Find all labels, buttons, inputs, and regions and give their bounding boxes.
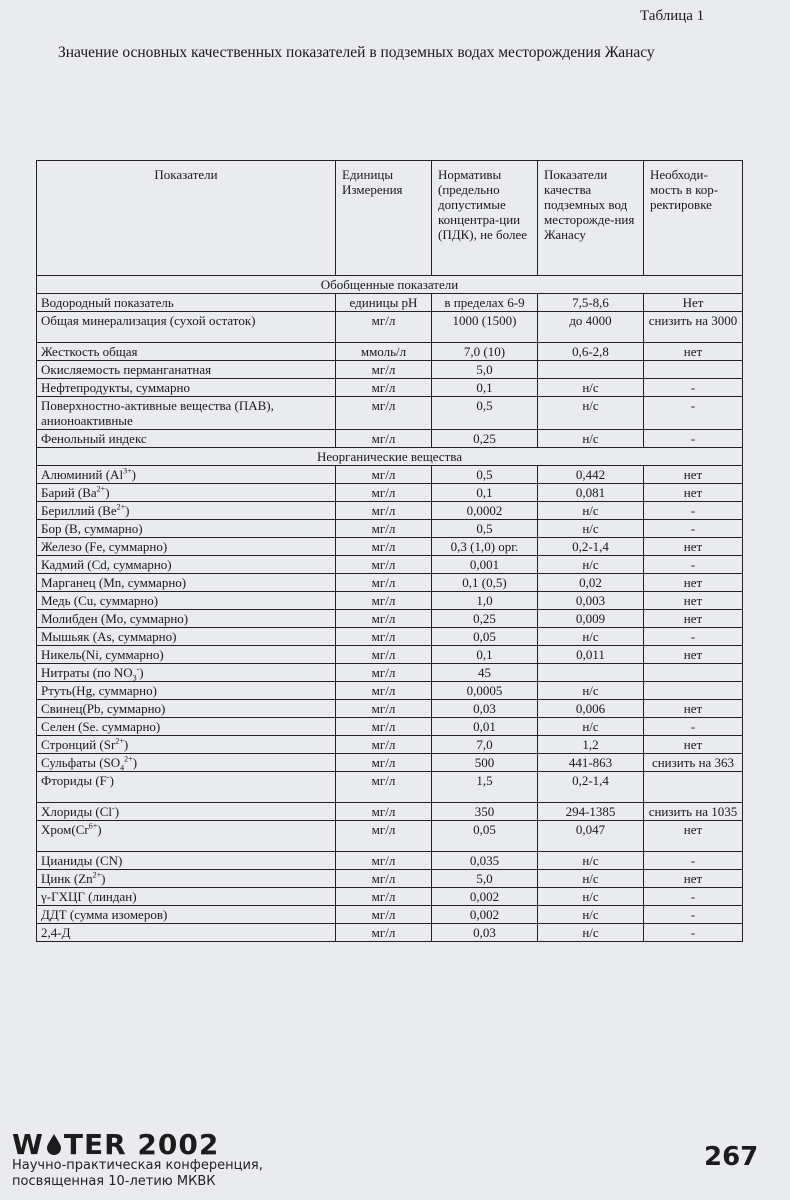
table-row [37,592,743,610]
correction-cell [644,682,743,700]
indicator-name: γ-ГХЦГ (линдан) [41,889,137,904]
value-cell [538,361,644,379]
ion-charge: 3+ [123,466,132,476]
unit-cell: мг/л [336,700,432,718]
unit-cell: мг/л [336,888,432,906]
correction-cell: снизить на 3000 [644,312,743,343]
norm-cell: 1,0 [432,592,538,610]
indicator-name: Селен (Se. суммарно) [41,719,161,734]
table-row [37,484,743,502]
indicator-cell [37,888,336,906]
indicator-name-tail: ) [105,485,110,500]
value-cell: н/с [538,502,644,520]
indicator-name: Хром(Cr [41,822,89,837]
table-row [37,556,743,574]
unit-cell: мг/л [336,852,432,870]
correction-cell: нет [644,592,743,610]
unit-cell: мг/л [336,906,432,924]
correction-cell [644,664,743,682]
header-indicator: Показатели [37,161,336,276]
indicator-cell [37,502,336,520]
value-cell: н/с [538,520,644,538]
correction-cell: - [644,556,743,574]
indicator-cell [37,294,336,312]
indicator-name: Цианиды (CN) [41,853,123,868]
table-row [37,803,743,821]
correction-cell: нет [644,610,743,628]
table-row [37,610,743,628]
correction-cell: - [644,852,743,870]
conference-line-2: посвященная 10-летию МКВК [12,1174,216,1189]
indicator-name: ДДТ (сумма изомеров) [41,907,168,922]
norm-cell: 7,0 [432,736,538,754]
norm-cell: 0,1 [432,646,538,664]
unit-cell: мг/л [336,502,432,520]
correction-cell: снизить на 363 [644,754,743,772]
indicator-name: Алюминий (Al [41,467,124,482]
value-cell: 1,2 [538,736,644,754]
indicator-name: Поверхностно-активные вещества (ПАВ), анионоактивные [41,398,274,428]
norm-cell: 0,03 [432,700,538,718]
unit-cell: мг/л [336,924,432,942]
water-drop-icon [44,1132,64,1156]
value-cell: н/с [538,888,644,906]
value-cell: 0,003 [538,592,644,610]
indicator-name-tail: ) [139,665,144,680]
indicator-name: Кадмий (Cd, суммарно) [41,557,172,572]
unit-cell: единицы pH [336,294,432,312]
correction-cell: - [644,397,743,430]
correction-cell: нет [644,466,743,484]
correction-cell [644,361,743,379]
unit-cell: мг/л [336,803,432,821]
correction-cell: нет [644,343,743,361]
value-cell: 0,011 [538,646,644,664]
indicator-cell [37,343,336,361]
value-cell: 0,081 [538,484,644,502]
indicator-name: Цинк (Zn [41,871,93,886]
unit-cell: мг/л [336,736,432,754]
value-cell: н/с [538,682,644,700]
table-body [37,276,743,942]
indicator-cell [37,870,336,888]
correction-cell: снизить на 1035 [644,803,743,821]
indicator-name-tail: ) [131,467,136,482]
indicator-cell [37,379,336,397]
indicator-name: Бериллий (Be [41,503,117,518]
norm-cell: 0,03 [432,924,538,942]
unit-cell: мг/л [336,397,432,430]
correction-cell: - [644,888,743,906]
indicator-name: Никель(Ni, суммарно) [41,647,164,662]
indicator-cell [37,924,336,942]
correction-cell: нет [644,870,743,888]
norm-cell: 0,035 [432,852,538,870]
table-row [37,718,743,736]
indicator-cell [37,574,336,592]
norm-cell: 0,5 [432,520,538,538]
correction-cell: - [644,520,743,538]
conference-subtitle [12,1158,263,1190]
indicator-cell [37,397,336,430]
indicator-name-tail: ) [97,822,102,837]
indicator-name: Железо (Fe, суммарно) [41,539,168,554]
indicator-name: Окисляемость перманганатная [41,362,212,377]
correction-cell [644,772,743,803]
indicator-cell [37,484,336,502]
correction-cell: Нет [644,294,743,312]
water-2002-logo [12,1128,219,1161]
table-row [37,754,743,772]
norm-cell: 0,001 [432,556,538,574]
value-cell: 0,2-1,4 [538,772,644,803]
table-row [37,430,743,448]
table-row [37,772,743,803]
indicator-name: Нитраты (по NO [41,665,133,680]
norm-cell: 0,1 (0,5) [432,574,538,592]
table-row [37,852,743,870]
norm-cell: 0,0002 [432,502,538,520]
norm-cell: 5,0 [432,870,538,888]
ion-charge: 6+ [88,821,98,831]
value-cell: н/с [538,430,644,448]
indicator-cell [37,664,336,682]
table-row [37,520,743,538]
value-cell: 441-863 [538,754,644,772]
norm-cell: 1,5 [432,772,538,803]
indicator-cell [37,312,336,343]
table-row [37,312,743,343]
value-cell: н/с [538,628,644,646]
indicator-cell [37,430,336,448]
table-row [37,343,743,361]
value-cell: 7,5-8,6 [538,294,644,312]
unit-cell: мг/л [336,718,432,736]
norm-cell: 0,3 (1,0) орг. [432,538,538,556]
section-title: Неорганические вещества [37,448,743,466]
table-label: Таблица 1 [640,8,705,24]
table-row [37,821,743,852]
indicator-cell [37,852,336,870]
conference-line-1: Научно-практическая конференция, [12,1158,263,1173]
indicator-name-tail: ) [132,755,138,770]
norm-cell: 350 [432,803,538,821]
ion-charge: - [136,664,140,674]
indicator-name: Нефтепродукты, суммарно [41,380,190,395]
unit-cell: мг/л [336,628,432,646]
correction-cell: нет [644,700,743,718]
value-cell: н/с [538,718,644,736]
value-cell: н/с [538,924,644,942]
header-unit: Единицы Измерения [336,161,432,276]
page-number: 267 [704,1142,759,1172]
norm-cell: 0,25 [432,430,538,448]
indicator-name: Свинец(Pb, суммарно) [41,701,166,716]
indicator-cell [37,361,336,379]
indicator-name: Хлориды (Cl [41,804,113,819]
indicator-name: Молибден (Mo, суммарно) [41,611,189,626]
unit-cell: мг/л [336,520,432,538]
indicator-name-tail: ) [125,503,130,518]
unit-cell: мг/л [336,646,432,664]
table-row [37,502,743,520]
correction-cell: - [644,502,743,520]
ion-charge: 2+ [115,736,124,746]
norm-cell: 500 [432,754,538,772]
header-value: Показатели качества подземных вод месторожде-ния Жанасу [538,161,644,276]
correction-cell: - [644,379,743,397]
indicator-name: Общая минерализация (сухой остаток) [41,313,256,328]
indicator-cell [37,466,336,484]
norm-cell: 0,01 [432,718,538,736]
unit-cell: мг/л [336,574,432,592]
section-row [37,448,743,466]
correction-cell: - [644,924,743,942]
norm-cell: 7,0 (10) [432,343,538,361]
norm-cell: 0,05 [432,821,538,852]
table-row [37,646,743,664]
indicator-name: Марганец (Mn, суммарно) [41,575,187,590]
norm-cell: 0,002 [432,906,538,924]
indicator-cell [37,628,336,646]
indicator-name-tail: ) [123,737,129,752]
indicator-cell [37,538,336,556]
correction-cell: нет [644,484,743,502]
indicator-name-tail: ) [109,773,114,788]
correction-cell: нет [644,574,743,592]
indicator-name-tail: ) [101,871,106,886]
table-row [37,574,743,592]
indicator-name: Фториды (F [41,773,107,788]
table-row [37,888,743,906]
table-row [37,361,743,379]
value-cell: 0,009 [538,610,644,628]
norm-cell: 45 [432,664,538,682]
ion-charge: - [112,803,115,813]
norm-cell: 0,5 [432,466,538,484]
indicator-cell [37,646,336,664]
unit-cell: мг/л [336,430,432,448]
correction-cell: нет [644,821,743,852]
unit-cell: ммоль/л [336,343,432,361]
formula-subscript: 4 [120,763,125,773]
table-row [37,397,743,430]
unit-cell: мг/л [336,664,432,682]
ion-charge: 2+ [116,502,126,512]
unit-cell: мг/л [336,361,432,379]
value-cell: 294-1385 [538,803,644,821]
ion-charge: 2+ [124,754,133,764]
unit-cell: мг/л [336,754,432,772]
unit-cell: мг/л [336,312,432,343]
indicator-cell [37,592,336,610]
indicator-cell [37,682,336,700]
value-cell: 0,6-2,8 [538,343,644,361]
norm-cell: в пределах 6-9 [432,294,538,312]
norm-cell: 0,05 [432,628,538,646]
value-cell: н/с [538,556,644,574]
logo-text-start: W [12,1128,44,1161]
table-caption: Значение основных качественных показателей в подземных водах месторождения Жанасу [58,44,655,61]
value-cell: 0,2-1,4 [538,538,644,556]
formula-subscript: 3 [132,673,137,683]
value-cell: н/с [538,870,644,888]
indicator-cell [37,556,336,574]
indicator-name: Мышьяк (As, суммарно) [41,629,177,644]
indicator-name: Водородный показатель [41,295,174,310]
norm-cell: 0,0005 [432,682,538,700]
value-cell [538,664,644,682]
value-cell: 0,02 [538,574,644,592]
indicator-name: Барий (Ba [41,485,97,500]
table-row [37,379,743,397]
indicator-name: Стронций (Sr [41,737,116,752]
table-row [37,924,743,942]
unit-cell: мг/л [336,556,432,574]
correction-cell: - [644,718,743,736]
indicator-name: 2,4-Д [41,925,71,940]
indicator-name: Фенольный индекс [41,431,147,446]
correction-cell: нет [644,736,743,754]
norm-cell: 0,25 [432,610,538,628]
indicator-cell [37,520,336,538]
norm-cell: 0,5 [432,397,538,430]
table-row [37,466,743,484]
value-cell: н/с [538,906,644,924]
table-row [37,664,743,682]
ion-charge: 2+ [96,484,106,494]
indicator-name: Бор (B, суммарно) [41,521,143,536]
correction-cell: нет [644,646,743,664]
value-cell: 0,047 [538,821,644,852]
norm-cell: 5,0 [432,361,538,379]
table-row [37,628,743,646]
indicator-cell [37,803,336,821]
indicator-name: Жесткость общая [41,344,138,359]
quality-table-wrapper [36,160,742,942]
norm-cell: 0,002 [432,888,538,906]
value-cell: 0,442 [538,466,644,484]
ion-charge: 2+ [92,870,102,880]
unit-cell: мг/л [336,821,432,852]
table-row [37,682,743,700]
indicator-cell [37,700,336,718]
indicator-name: Сульфаты (SO [41,755,121,770]
section-title: Обобщенные показатели [37,276,743,294]
indicator-cell [37,821,336,852]
value-cell: н/с [538,852,644,870]
table-row [37,870,743,888]
correction-cell: нет [644,538,743,556]
indicator-cell [37,906,336,924]
correction-cell: - [644,906,743,924]
table-row [37,538,743,556]
norm-cell: 0,1 [432,379,538,397]
unit-cell: мг/л [336,610,432,628]
unit-cell: мг/л [336,379,432,397]
norm-cell: 0,1 [432,484,538,502]
section-row [37,276,743,294]
table-row [37,700,743,718]
unit-cell: мг/л [336,870,432,888]
value-cell: до 4000 [538,312,644,343]
unit-cell: мг/л [336,772,432,803]
indicator-name-tail: ) [114,804,120,819]
unit-cell: мг/л [336,466,432,484]
header-norm: Нормативы (предельно допустимые концентра-ции (ПДК), не более [432,161,538,276]
table-row [37,906,743,924]
unit-cell: мг/л [336,538,432,556]
correction-cell: - [644,628,743,646]
value-cell: н/с [538,379,644,397]
indicator-name: Медь (Cu, суммарно) [41,593,159,608]
indicator-cell [37,754,336,772]
logo-text-end: TER 2002 [63,1128,220,1161]
value-cell: н/с [538,397,644,430]
unit-cell: мг/л [336,682,432,700]
indicator-cell [37,610,336,628]
indicator-cell [37,736,336,754]
table-header-row [37,161,743,276]
unit-cell: мг/л [336,592,432,610]
indicator-cell [37,772,336,803]
table-row [37,294,743,312]
correction-cell: - [644,430,743,448]
unit-cell: мг/л [336,484,432,502]
table-row [37,736,743,754]
header-correction: Необходи-мость в кор-ректировке [644,161,743,276]
value-cell: 0,006 [538,700,644,718]
quality-table [36,160,743,942]
indicator-name: Ртуть(Hg, суммарно) [41,683,157,698]
ion-charge: - [106,772,110,782]
norm-cell: 1000 (1500) [432,312,538,343]
indicator-cell [37,718,336,736]
